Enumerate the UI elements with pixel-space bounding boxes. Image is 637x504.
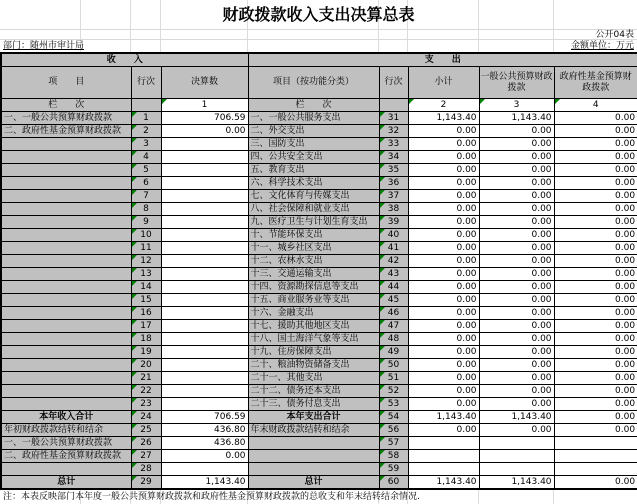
column-index-spacer[interactable]: [379, 99, 408, 112]
expense-general-budget-value[interactable]: 1,143.40: [479, 112, 554, 125]
table-row: [1, 190, 637, 203]
expense-general-budget-value[interactable]: 0.00: [479, 320, 554, 333]
expense-general-budget-value[interactable]: 0.00: [479, 255, 554, 268]
expense-general-budget-value[interactable]: 0.00: [479, 385, 554, 398]
income-row-number[interactable]: 15: [131, 294, 161, 307]
expense-govfund-value[interactable]: 0.00: [554, 151, 637, 164]
expense-govfund-value[interactable]: 0.00: [554, 268, 637, 281]
income-item-label[interactable]: 二、政府性基金预算财政拨款: [1, 450, 131, 463]
expense-govfund-value[interactable]: 0.00: [554, 242, 637, 255]
table-row: [1, 385, 637, 398]
expense-band[interactable]: 支 出: [248, 53, 637, 67]
income-value[interactable]: 706.59: [161, 411, 248, 424]
table-row: [1, 398, 637, 411]
table-row: [1, 112, 637, 125]
expense-item-label[interactable]: 十七、援助其他地区支出: [248, 320, 379, 333]
expense-row-number[interactable]: 33: [379, 138, 408, 151]
expense-govfund-value[interactable]: 0.00: [554, 385, 637, 398]
expense-subtotal-value[interactable]: 0.00: [408, 125, 479, 138]
expense-govfund-value[interactable]: 0.00: [554, 164, 637, 177]
expense-row-number[interactable]: 38: [379, 203, 408, 216]
column-index-row: [1, 99, 637, 112]
expense-govfund-value[interactable]: 0.00: [554, 216, 637, 229]
income-value[interactable]: [161, 229, 248, 242]
expense-govfund-value[interactable]: 0.00: [554, 346, 637, 359]
expense-item-label[interactable]: 六、科学技术支出: [248, 177, 379, 190]
expense-item-label[interactable]: 三、国防支出: [248, 138, 379, 151]
table-row: [1, 294, 637, 307]
income-value[interactable]: [161, 463, 248, 476]
income-row-number[interactable]: 26: [131, 437, 161, 450]
expense-item-label[interactable]: 十、节能环保支出: [248, 229, 379, 242]
general-budget-header[interactable]: 一般公共预算财政拨款: [479, 67, 554, 99]
income-row-number[interactable]: 2: [131, 125, 161, 138]
table-row: [1, 333, 637, 346]
column-index-4[interactable]: 4: [554, 99, 637, 112]
expense-item-label[interactable]: 一、一般公共服务支出: [248, 112, 379, 125]
income-row-number[interactable]: 8: [131, 203, 161, 216]
column-index-3[interactable]: 3: [479, 99, 554, 112]
expense-govfund-value[interactable]: 0.00: [554, 229, 637, 242]
expense-subtotal-value[interactable]: 1,143.40: [408, 476, 479, 490]
expense-subtotal-value[interactable]: [408, 463, 479, 476]
income-value[interactable]: [161, 398, 248, 411]
income-item-label[interactable]: [1, 307, 131, 320]
expense-subtotal-value[interactable]: 0.00: [408, 359, 479, 372]
income-row-number[interactable]: 29: [131, 476, 161, 490]
income-item-label[interactable]: 总计: [1, 476, 131, 490]
expense-subtotal-value[interactable]: 0.00: [408, 242, 479, 255]
income-item-label[interactable]: [1, 151, 131, 164]
expense-item-label[interactable]: 十九、住房保障支出: [248, 346, 379, 359]
expense-govfund-value[interactable]: 0.00: [554, 112, 637, 125]
income-value[interactable]: [161, 333, 248, 346]
expense-row-number[interactable]: 51: [379, 372, 408, 385]
expense-row-number[interactable]: 48: [379, 333, 408, 346]
income-item-label[interactable]: [1, 398, 131, 411]
expense-govfund-value[interactable]: 0.00: [554, 281, 637, 294]
expense-row-number[interactable]: 59: [379, 463, 408, 476]
expense-subtotal-value[interactable]: [408, 450, 479, 463]
expense-subtotal-value[interactable]: 0.00: [408, 385, 479, 398]
income-item-label[interactable]: 本年收入合计: [1, 411, 131, 424]
expense-item-label[interactable]: 九、医疗卫生与计划生育支出: [248, 216, 379, 229]
expense-general-budget-value[interactable]: 0.00: [479, 164, 554, 177]
expense-general-budget-value[interactable]: 0.00: [479, 177, 554, 190]
income-item-label[interactable]: [1, 177, 131, 190]
table-row: [1, 216, 637, 229]
expense-item-header[interactable]: 项目（按功能分类）: [248, 67, 379, 99]
expense-item-label[interactable]: 总计: [248, 476, 379, 490]
table-row: [1, 424, 637, 437]
table-row: [1, 320, 637, 333]
table-row: [1, 411, 637, 424]
expense-item-label[interactable]: 四、公共安全支出: [248, 151, 379, 164]
income-row-number[interactable]: 17: [131, 320, 161, 333]
page-title: 财政拨款收入支出决算总表: [0, 0, 637, 30]
table-row: [1, 450, 637, 463]
income-value[interactable]: [161, 177, 248, 190]
table-row: [1, 281, 637, 294]
expense-general-budget-value[interactable]: [479, 450, 554, 463]
expense-item-label[interactable]: 本年支出合计: [248, 411, 379, 424]
income-row-number[interactable]: 11: [131, 242, 161, 255]
expense-row-number[interactable]: 36: [379, 177, 408, 190]
expense-govfund-value[interactable]: 0.00: [554, 307, 637, 320]
income-value[interactable]: [161, 294, 248, 307]
income-row-number[interactable]: 24: [131, 411, 161, 424]
expense-subtotal-value[interactable]: 0.00: [408, 307, 479, 320]
expense-item-label[interactable]: 年末财政拨款结转和结余: [248, 424, 379, 437]
expense-row-number[interactable]: 43: [379, 268, 408, 281]
expense-general-budget-value[interactable]: 0.00: [479, 398, 554, 411]
expense-govfund-value[interactable]: 0.00: [554, 294, 637, 307]
expense-subtotal-value[interactable]: 0.00: [408, 268, 479, 281]
expense-subtotal-value[interactable]: 0.00: [408, 164, 479, 177]
income-value[interactable]: 0.00: [161, 125, 248, 138]
income-item-label[interactable]: [1, 229, 131, 242]
column-index-label-expense[interactable]: 栏 次: [248, 99, 379, 112]
expense-govfund-value[interactable]: 0.00: [554, 372, 637, 385]
expense-row-number[interactable]: 56: [379, 424, 408, 437]
income-row-number[interactable]: 18: [131, 333, 161, 346]
income-item-label[interactable]: 一、一般公共预算财政拨款: [1, 437, 131, 450]
income-value[interactable]: 1,143.40: [161, 476, 248, 490]
expense-general-budget-value[interactable]: 0.00: [479, 151, 554, 164]
expense-subtotal-value[interactable]: 0.00: [408, 346, 479, 359]
income-value[interactable]: [161, 151, 248, 164]
income-value[interactable]: [161, 242, 248, 255]
expense-general-budget-value[interactable]: 0.00: [479, 359, 554, 372]
income-item-label[interactable]: [1, 255, 131, 268]
expense-item-label[interactable]: 二十、粮油物资储备支出: [248, 359, 379, 372]
expense-govfund-value[interactable]: 0.00: [554, 190, 637, 203]
income-item-label[interactable]: [1, 359, 131, 372]
income-value[interactable]: 0.00: [161, 450, 248, 463]
summary-table: [0, 52, 637, 490]
expense-item-label[interactable]: [248, 450, 379, 463]
expense-subtotal-value[interactable]: 0.00: [408, 281, 479, 294]
expense-item-label[interactable]: 七、文化体育与传媒支出: [248, 190, 379, 203]
income-row-number[interactable]: 23: [131, 398, 161, 411]
expense-general-budget-value[interactable]: 0.00: [479, 190, 554, 203]
income-row-number[interactable]: 12: [131, 255, 161, 268]
expense-subtotal-value[interactable]: 0.00: [408, 229, 479, 242]
table-row: [1, 463, 637, 476]
expense-subtotal-value[interactable]: 0.00: [408, 398, 479, 411]
income-item-label[interactable]: [1, 164, 131, 177]
expense-general-budget-value[interactable]: 0.00: [479, 294, 554, 307]
footnote: 注：本表反映部门本年度一般公共预算财政拨款和政府性基金预算财政拨款的总收支和年末结转结余情况.: [0, 490, 637, 504]
income-value[interactable]: [161, 190, 248, 203]
table-row: [1, 177, 637, 190]
income-value[interactable]: [161, 216, 248, 229]
expense-subtotal-value[interactable]: 0.00: [408, 424, 479, 437]
column-index-2[interactable]: 2: [408, 99, 479, 112]
income-row-number[interactable]: 7: [131, 190, 161, 203]
income-item-label[interactable]: [1, 346, 131, 359]
income-value[interactable]: [161, 372, 248, 385]
expense-general-budget-value[interactable]: 0.00: [479, 242, 554, 255]
income-value[interactable]: 436.80: [161, 437, 248, 450]
table-row: [1, 255, 637, 268]
expense-row-number[interactable]: 31: [379, 112, 408, 125]
expense-general-budget-value[interactable]: 0.00: [479, 216, 554, 229]
expense-row-number[interactable]: 42: [379, 255, 408, 268]
income-row-number[interactable]: 4: [131, 151, 161, 164]
meta-line: [0, 40, 637, 52]
expense-general-budget-value[interactable]: [479, 437, 554, 450]
income-value[interactable]: [161, 268, 248, 281]
income-row-number[interactable]: 10: [131, 229, 161, 242]
expense-subtotal-value[interactable]: 0.00: [408, 138, 479, 151]
expense-govfund-value[interactable]: 0.00: [554, 177, 637, 190]
expense-subtotal-value[interactable]: 0.00: [408, 255, 479, 268]
expense-subtotal-value[interactable]: 0.00: [408, 372, 479, 385]
expense-subtotal-value[interactable]: 0.00: [408, 203, 479, 216]
expense-row-number[interactable]: 57: [379, 437, 408, 450]
table-row: [1, 229, 637, 242]
expense-item-label[interactable]: [248, 437, 379, 450]
expense-item-label[interactable]: 十五、商业服务业等支出: [248, 294, 379, 307]
income-row-number[interactable]: 16: [131, 307, 161, 320]
expense-item-label[interactable]: 十二、农林水支出: [248, 255, 379, 268]
expense-row-number[interactable]: 52: [379, 385, 408, 398]
income-line-header[interactable]: 行次: [131, 67, 161, 99]
expense-row-number[interactable]: 45: [379, 294, 408, 307]
expense-item-label[interactable]: [248, 463, 379, 476]
expense-govfund-value[interactable]: 0.00: [554, 255, 637, 268]
income-item-label[interactable]: [1, 203, 131, 216]
expense-general-budget-value[interactable]: 1,143.40: [479, 411, 554, 424]
income-item-label[interactable]: 二、政府性基金预算财政拨款: [1, 125, 131, 138]
income-value[interactable]: 436.80: [161, 424, 248, 437]
department-label: 部门：随州市审计局: [3, 41, 85, 51]
column-index-1[interactable]: 1: [161, 99, 248, 112]
income-row-number[interactable]: 6: [131, 177, 161, 190]
income-item-label[interactable]: [1, 320, 131, 333]
income-item-label[interactable]: 一、一般公共预算财政拨款: [1, 112, 131, 125]
expense-general-budget-value[interactable]: 0.00: [479, 203, 554, 216]
income-row-number[interactable]: 27: [131, 450, 161, 463]
income-value[interactable]: [161, 320, 248, 333]
expense-general-budget-value[interactable]: 0.00: [479, 268, 554, 281]
expense-item-label[interactable]: 十八、国土海洋气象等支出: [248, 333, 379, 346]
header-row: [1, 67, 637, 99]
table-row: [1, 164, 637, 177]
income-row-number[interactable]: 22: [131, 385, 161, 398]
expense-govfund-value[interactable]: [554, 437, 637, 450]
expense-item-label[interactable]: 五、教育支出: [248, 164, 379, 177]
expense-govfund-value[interactable]: 0.00: [554, 424, 637, 437]
expense-item-label[interactable]: 十一、城乡社区支出: [248, 242, 379, 255]
income-row-number[interactable]: 19: [131, 346, 161, 359]
expense-row-number[interactable]: 41: [379, 242, 408, 255]
income-item-label[interactable]: [1, 242, 131, 255]
table-row: [1, 359, 637, 372]
expense-general-budget-value[interactable]: 0.00: [479, 307, 554, 320]
expense-row-number[interactable]: 40: [379, 229, 408, 242]
expense-govfund-value[interactable]: [554, 463, 637, 476]
expense-row-number[interactable]: 60: [379, 476, 408, 490]
income-row-number[interactable]: 1: [131, 112, 161, 125]
expense-general-budget-value[interactable]: 0.00: [479, 372, 554, 385]
expense-govfund-value[interactable]: [554, 450, 637, 463]
income-item-label[interactable]: [1, 333, 131, 346]
expense-govfund-value[interactable]: 0.00: [554, 125, 637, 138]
income-item-label[interactable]: [1, 216, 131, 229]
expense-general-budget-value[interactable]: 0.00: [479, 346, 554, 359]
income-row-number[interactable]: 13: [131, 268, 161, 281]
column-index-label-income[interactable]: 栏 次: [1, 99, 131, 112]
expense-row-number[interactable]: 44: [379, 281, 408, 294]
expense-subtotal-value[interactable]: 0.00: [408, 333, 479, 346]
expense-item-label[interactable]: 十三、交通运输支出: [248, 268, 379, 281]
expense-subtotal-value[interactable]: 0.00: [408, 216, 479, 229]
expense-subtotal-header[interactable]: 小计: [408, 67, 479, 99]
income-band[interactable]: 收 入: [1, 53, 248, 67]
table-row: [1, 437, 637, 450]
income-item-label[interactable]: [1, 385, 131, 398]
expense-item-label[interactable]: 八、社会保障和就业支出: [248, 203, 379, 216]
income-value[interactable]: [161, 203, 248, 216]
sheet-number: 公开04表: [0, 30, 637, 40]
expense-row-number[interactable]: 50: [379, 359, 408, 372]
income-row-number[interactable]: 14: [131, 281, 161, 294]
income-row-number[interactable]: 21: [131, 372, 161, 385]
expense-govfund-value[interactable]: 0.00: [554, 398, 637, 411]
income-item-label[interactable]: [1, 463, 131, 476]
expense-row-number[interactable]: 37: [379, 190, 408, 203]
table-row: [1, 307, 637, 320]
expense-subtotal-value[interactable]: [408, 437, 479, 450]
expense-subtotal-value[interactable]: 0.00: [408, 320, 479, 333]
income-value[interactable]: [161, 307, 248, 320]
income-item-label[interactable]: [1, 281, 131, 294]
income-amount-header[interactable]: 决算数: [161, 67, 248, 99]
expense-general-budget-value[interactable]: 0.00: [479, 229, 554, 242]
income-value[interactable]: [161, 385, 248, 398]
expense-row-number[interactable]: 39: [379, 216, 408, 229]
expense-item-label[interactable]: 二十三、债务付息支出: [248, 398, 379, 411]
expense-subtotal-value[interactable]: 1,143.40: [408, 411, 479, 424]
income-item-label[interactable]: [1, 268, 131, 281]
govfund-budget-header[interactable]: 政府性基金预算财政拨款: [554, 67, 637, 99]
band-row: [1, 53, 637, 67]
expense-row-number[interactable]: 34: [379, 151, 408, 164]
expense-subtotal-value[interactable]: 0.00: [408, 151, 479, 164]
expense-govfund-value[interactable]: 0.00: [554, 333, 637, 346]
expense-subtotal-value[interactable]: 0.00: [408, 190, 479, 203]
expense-govfund-value[interactable]: 0.00: [554, 476, 637, 490]
table-row: [1, 346, 637, 359]
income-item-label[interactable]: [1, 294, 131, 307]
table-row: [1, 372, 637, 385]
expense-row-number[interactable]: 54: [379, 411, 408, 424]
table-row: [1, 242, 637, 255]
column-index-spacer[interactable]: [131, 99, 161, 112]
expense-govfund-value[interactable]: 0.00: [554, 359, 637, 372]
expense-row-number[interactable]: 53: [379, 398, 408, 411]
table-row: [1, 268, 637, 281]
table-body: [1, 112, 637, 490]
expense-row-number[interactable]: 35: [379, 164, 408, 177]
expense-subtotal-value[interactable]: 0.00: [408, 294, 479, 307]
income-row-number[interactable]: 25: [131, 424, 161, 437]
expense-govfund-value[interactable]: 0.00: [554, 320, 637, 333]
expense-general-budget-value[interactable]: [479, 463, 554, 476]
amount-unit-label: 金额单位：万元: [570, 41, 634, 51]
expense-row-number[interactable]: 47: [379, 320, 408, 333]
table-row: [1, 476, 637, 490]
expense-item-label[interactable]: 十六、金融支出: [248, 307, 379, 320]
income-item-label[interactable]: 年初财政拨款结转和结余: [1, 424, 131, 437]
expense-govfund-value[interactable]: 0.00: [554, 411, 637, 424]
expense-row-number[interactable]: 58: [379, 450, 408, 463]
income-value[interactable]: [161, 346, 248, 359]
expense-item-label[interactable]: 二、外交支出: [248, 125, 379, 138]
expense-general-budget-value[interactable]: 0.00: [479, 125, 554, 138]
expense-govfund-value[interactable]: 0.00: [554, 203, 637, 216]
income-item-label[interactable]: [1, 372, 131, 385]
expense-item-label[interactable]: 二十二、债务还本支出: [248, 385, 379, 398]
income-value[interactable]: [161, 359, 248, 372]
expense-govfund-value[interactable]: 0.00: [554, 138, 637, 151]
income-row-number[interactable]: 9: [131, 216, 161, 229]
income-row-number[interactable]: 20: [131, 359, 161, 372]
expense-general-budget-value[interactable]: 0.00: [479, 424, 554, 437]
table-row: [1, 138, 637, 151]
income-value[interactable]: 706.59: [161, 112, 248, 125]
income-value[interactable]: [161, 138, 248, 151]
income-item-header[interactable]: 项 目: [1, 67, 131, 99]
expense-item-label[interactable]: 十四、资源勘探信息等支出: [248, 281, 379, 294]
expense-item-label[interactable]: 二十一、其他支出: [248, 372, 379, 385]
income-row-number[interactable]: 28: [131, 463, 161, 476]
expense-line-header[interactable]: 行次: [379, 67, 408, 99]
income-row-number[interactable]: 3: [131, 138, 161, 151]
expense-row-number[interactable]: 49: [379, 346, 408, 359]
expense-general-budget-value[interactable]: 0.00: [479, 281, 554, 294]
table-row: [1, 151, 637, 164]
income-value[interactable]: [161, 164, 248, 177]
table-row: [1, 203, 637, 216]
income-value[interactable]: [161, 255, 248, 268]
expense-row-number[interactable]: 46: [379, 307, 408, 320]
expense-general-budget-value[interactable]: 0.00: [479, 138, 554, 151]
income-row-number[interactable]: 5: [131, 164, 161, 177]
expense-general-budget-value[interactable]: 1,143.40: [479, 476, 554, 490]
income-item-label[interactable]: [1, 190, 131, 203]
expense-general-budget-value[interactable]: 0.00: [479, 333, 554, 346]
income-item-label[interactable]: [1, 138, 131, 151]
expense-subtotal-value[interactable]: 0.00: [408, 177, 479, 190]
expense-subtotal-value[interactable]: 1,143.40: [408, 112, 479, 125]
expense-row-number[interactable]: 32: [379, 125, 408, 138]
table-row: [1, 125, 637, 138]
income-value[interactable]: [161, 281, 248, 294]
